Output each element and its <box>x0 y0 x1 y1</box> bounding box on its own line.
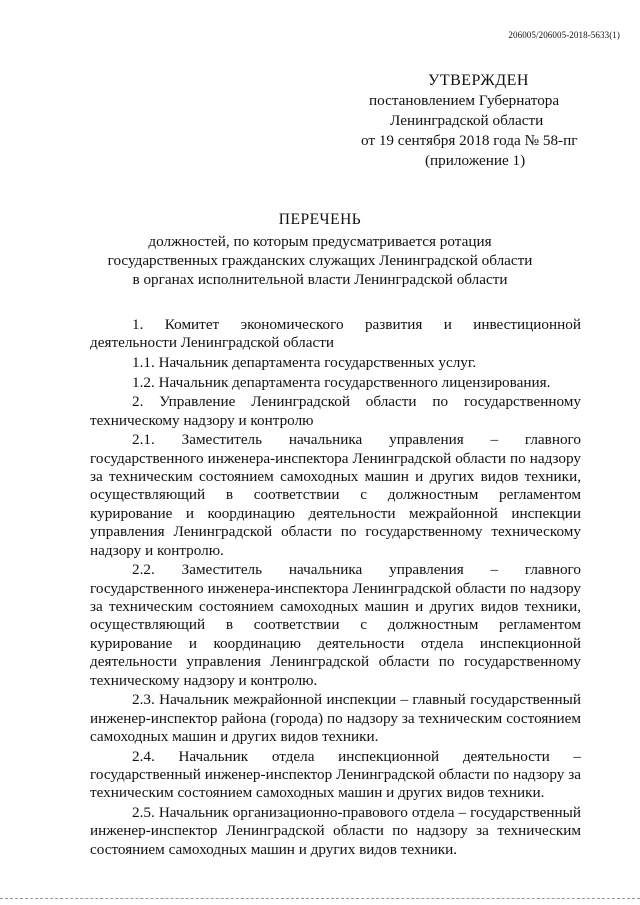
document-title-block <box>60 210 580 289</box>
subtitle-line-1: должностей, по которым предусматривается ротация <box>148 233 492 250</box>
approval-decree: постановлением Губернатора <box>369 92 560 109</box>
item-text: Комитет экономического развития и инвестиционной деятельности Ленинградской области <box>90 316 582 352</box>
list-item <box>90 354 581 372</box>
item-number: 2. <box>132 393 144 411</box>
list-item <box>90 691 581 746</box>
document-subtitle <box>60 232 580 289</box>
item-number: 1.2. <box>132 373 155 391</box>
approval-appendix: (приложение 1) <box>425 152 526 169</box>
item-number: 2.3. <box>132 691 155 709</box>
item-number: 2.1. <box>132 431 155 449</box>
approval-title: УТВЕРЖДЕН <box>428 72 529 89</box>
item-text: Управление Ленинградской области по государственному техническому надзору и контролю <box>90 393 582 429</box>
item-text: Начальник межрайонной инспекции – главный государственный инженер-инспектор района (города) по надзору за техническим состоянием самоходных машин и других видов техники. <box>90 691 582 746</box>
item-number: 2.2. <box>132 561 155 579</box>
document-id: 206005/206005-2018-5633(1) <box>508 30 620 40</box>
list-item <box>90 316 581 353</box>
item-number: 1. <box>132 316 144 333</box>
item-number: 2.5. <box>132 804 155 822</box>
item-text: Заместитель начальника управления – главного государственного инженера-инспектора Ленинградской области по надзору за техническим состоянием самоходных машин и других видов техники, осуществляющий в соответствии с должностным регламентом курирование и координацию деятельности отдела инспекционной деятельности управления Ленинградской области по государственному техническому надзору и контролю. <box>90 561 582 689</box>
scan-edge-divider <box>0 898 640 901</box>
approval-date: от 19 сентября 2018 года № 58-пг <box>361 132 578 149</box>
item-number: 1.1. <box>132 354 155 371</box>
item-text: Заместитель начальника управления – главного государственного инженера-инспектора Ленинградской области по надзору за техническим состоянием самоходных машин и других видов техники, осуществляющий в соответствии с должностным регламентом курирование и координацию деятельности межрайонной инспекции управления Ленинградской области по государственному техническому надзору и контролю. <box>90 431 582 559</box>
list-item <box>90 804 581 859</box>
list-item <box>90 561 581 690</box>
list-item <box>90 374 581 392</box>
list-item <box>90 748 581 803</box>
item-text: Начальник департамента государственного лицензирования. <box>158 373 551 391</box>
subtitle-line-2: государственных гражданских служащих Ленинградской области <box>107 252 533 269</box>
item-text: Начальник отдела инспекционной деятельности – государственный инженер-инспектор Ленинградской области по надзору за техническим состоянием самоходных машин и других видов техники. <box>90 747 582 802</box>
item-number: 2.4. <box>132 747 155 765</box>
item-text: Начальник департамента государственных услуг. <box>158 354 477 371</box>
item-text: Начальник организационно-правового отдела – государственный инженер-инспектор Ленинградской области по надзору за техническим состоянием самоходных машин и других видов техники. <box>90 804 582 858</box>
list-item <box>90 431 581 560</box>
subtitle-line-3: в органах исполнительной власти Ленинградской области <box>132 271 508 288</box>
approval-stamp <box>355 71 585 171</box>
document-title: ПЕРЕЧЕНЬ <box>278 211 362 228</box>
document-body <box>90 316 581 860</box>
approval-region: Ленинградской области <box>390 112 544 129</box>
list-item <box>90 393 581 430</box>
